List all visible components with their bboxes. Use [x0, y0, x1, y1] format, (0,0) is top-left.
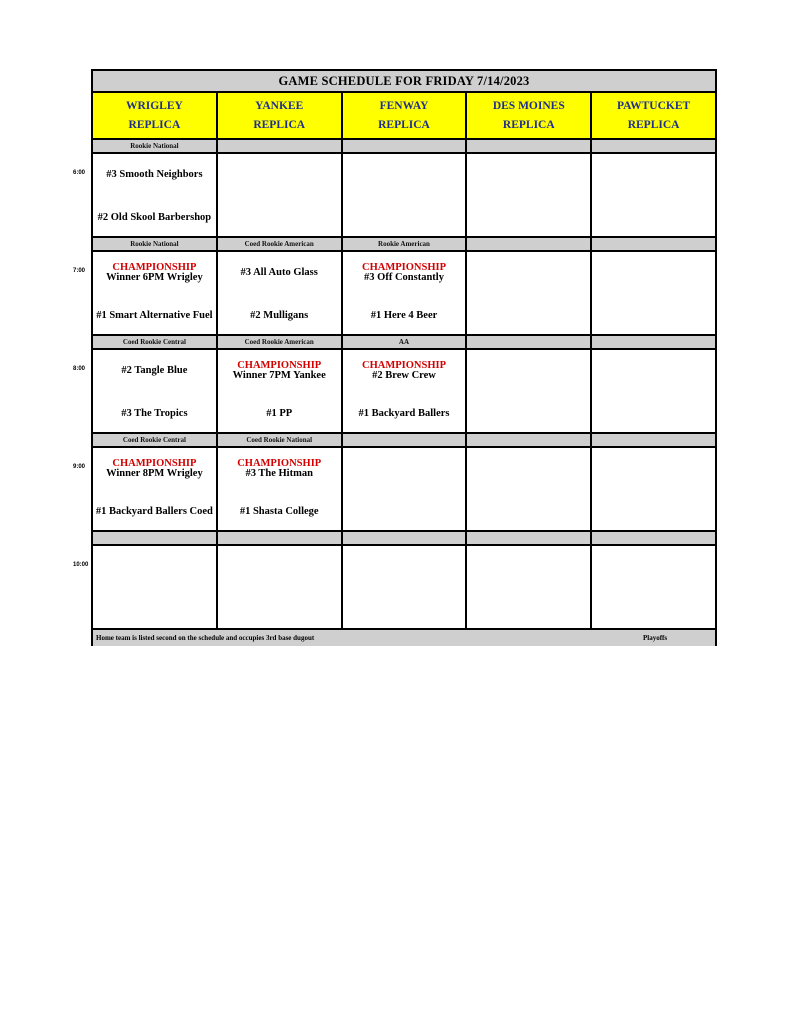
game-cell: [592, 446, 715, 530]
away-team: Winner 8PM Wrigley: [106, 468, 203, 479]
venue-header-row: [93, 93, 715, 140]
venue-sub: REPLICA: [502, 118, 555, 131]
time-label: 9:00: [73, 464, 86, 470]
away-team: #2 Brew Crew: [372, 370, 436, 381]
championship-label: CHAMPIONSHIP: [237, 360, 322, 371]
home-team-note: Home team is listed second on the schedule and occupies 3rd base dugout: [96, 634, 315, 642]
game-cell: [218, 446, 343, 530]
game-cell: [93, 544, 218, 628]
game-slot-row: [93, 250, 715, 334]
championship-label: CHAMPIONSHIP: [361, 262, 446, 273]
game-cell: [218, 152, 343, 236]
home-team: #1 Backyard Ballers Coed: [95, 506, 213, 517]
home-team: #2 Old Skool Barbershop: [97, 212, 212, 223]
home-team: #1 Smart Alternative Fuel: [96, 310, 213, 321]
away-team: #3 Smooth Neighbors: [106, 169, 203, 180]
venue-sub: REPLICA: [253, 118, 306, 131]
away-team: #3 Off Constantly: [364, 272, 444, 283]
game-cell: [343, 446, 468, 530]
game-cell: [343, 250, 468, 334]
venue-yankee: [218, 93, 343, 138]
division-label: Coed Rookie American: [218, 336, 343, 348]
game-slot-row: [93, 446, 715, 530]
division-label: [592, 532, 715, 544]
division-label: [592, 140, 715, 152]
away-team: #3 All Auto Glass: [240, 267, 318, 278]
championship-label: CHAMPIONSHIP: [112, 458, 197, 469]
time-label: 6:00: [73, 170, 86, 176]
venue-sub: REPLICA: [128, 118, 181, 131]
division-label: Coed Rookie American: [218, 238, 343, 250]
venue-pawtucket: [592, 93, 715, 138]
game-cell: [93, 348, 218, 432]
venue-name: DES MOINES: [492, 100, 565, 113]
division-label: [218, 140, 343, 152]
division-label: [467, 140, 592, 152]
game-cell: [467, 446, 592, 530]
home-team: #1 PP: [266, 408, 293, 419]
division-label: [93, 532, 218, 544]
game-cell: [592, 348, 715, 432]
division-label: Rookie American: [343, 238, 468, 250]
game-slot-row: [93, 544, 715, 628]
championship-label: CHAMPIONSHIP: [112, 262, 197, 273]
away-team: #2 Tangle Blue: [121, 365, 188, 376]
division-label: [592, 238, 715, 250]
championship-label: CHAMPIONSHIP: [237, 458, 322, 469]
home-team: #1 Backyard Ballers: [358, 408, 450, 419]
division-label: [467, 532, 592, 544]
game-cell: [592, 152, 715, 236]
game-slot-row: [93, 152, 715, 236]
championship-label: CHAMPIONSHIP: [361, 360, 446, 371]
division-label: Coed Rookie Central: [93, 336, 218, 348]
venue-name: YANKEE: [255, 100, 304, 113]
game-cell: [592, 544, 715, 628]
venue-name: PAWTUCKET: [616, 100, 691, 113]
home-team: #2 Mulligans: [250, 310, 309, 321]
game-slot-row: [93, 348, 715, 432]
venue-wrigley: [93, 93, 218, 138]
division-label: Rookie National: [93, 238, 218, 250]
division-label: [218, 532, 343, 544]
game-cell: [592, 250, 715, 334]
game-cell: [218, 544, 343, 628]
game-cell: [467, 348, 592, 432]
game-cell: [218, 250, 343, 334]
game-cell: [343, 348, 468, 432]
schedule-title: GAME SCHEDULE FOR FRIDAY 7/14/2023: [93, 71, 715, 93]
division-label: [343, 532, 468, 544]
away-team: Winner 7PM Yankee: [232, 370, 326, 381]
venue-sub: REPLICA: [378, 118, 430, 131]
game-cell: [93, 152, 218, 236]
away-team: #3 The Hitman: [245, 468, 313, 479]
division-label: Rookie National: [93, 140, 218, 152]
game-cell: [343, 152, 468, 236]
time-label: 10:00: [73, 562, 89, 568]
division-label: Coed Rookie National: [218, 434, 343, 446]
playoffs-tag: Playoffs: [643, 634, 668, 642]
division-label: [467, 238, 592, 250]
division-label: AA: [343, 336, 468, 348]
time-label: 7:00: [73, 268, 86, 274]
game-cell: [467, 250, 592, 334]
division-label: [467, 434, 592, 446]
game-cell: [467, 544, 592, 628]
division-label: [467, 336, 592, 348]
game-cell: [93, 446, 218, 530]
venue-sub: REPLICA: [627, 118, 680, 131]
game-cell: [93, 250, 218, 334]
venue-fenway: [343, 93, 468, 138]
time-label: 8:00: [73, 366, 86, 372]
home-team: #1 Here 4 Beer: [370, 310, 438, 321]
division-label: Coed Rookie Central: [93, 434, 218, 446]
game-cell: [218, 348, 343, 432]
division-label: [592, 336, 715, 348]
division-label: [592, 434, 715, 446]
venue-name: FENWAY: [379, 100, 429, 113]
division-label: [343, 434, 468, 446]
game-cell: [467, 152, 592, 236]
venue-name: WRIGLEY: [125, 100, 183, 113]
home-team: #1 Shasta College: [239, 506, 319, 517]
game-cell: [343, 544, 468, 628]
away-team: Winner 6PM Wrigley: [106, 272, 203, 283]
schedule-sheet: [91, 69, 717, 646]
schedule-footer: [93, 628, 715, 646]
venue-des-moines: [467, 93, 592, 138]
home-team: #3 The Tropics: [121, 408, 188, 419]
division-label: [343, 140, 468, 152]
